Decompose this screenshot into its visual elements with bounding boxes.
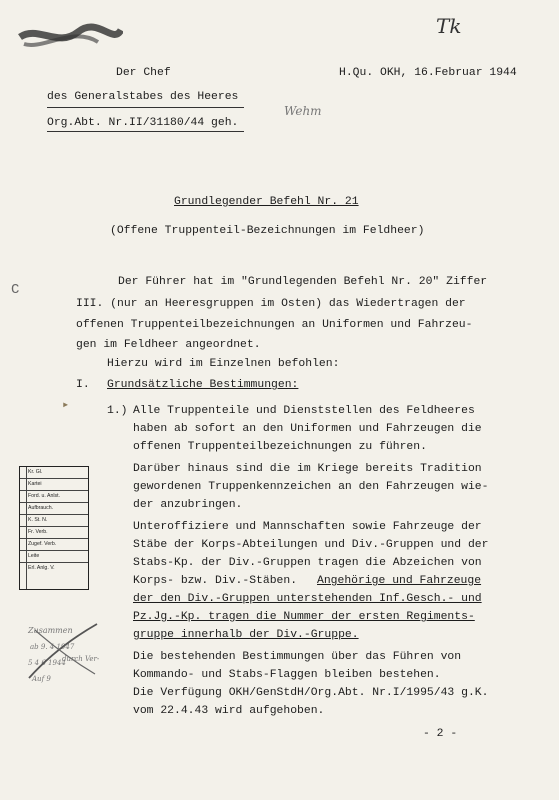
- margin-note: 5 4 6 1944: [28, 659, 66, 667]
- para3-underlined: der den Div.-Gruppen unterstehenden Inf.Gesch.- und: [133, 593, 482, 605]
- intro-line: gen im Feldheer angeordnet.: [76, 339, 261, 351]
- margin-note: durch Ver-: [62, 655, 100, 663]
- para2-line: Darüber hinaus sind die im Kriege bereits Tradition: [133, 463, 482, 475]
- para3-line: Stabs-Kp. der Div.-Gruppen tragen die Abzeichen von: [133, 557, 482, 569]
- intro-line: III. (nur an Heeresgruppen im Osten) das Wiedertragen der: [76, 298, 466, 310]
- margin-mark-c: C: [11, 282, 20, 298]
- stamp-row: K. St. N.: [20, 515, 88, 527]
- para1-line: haben ab sofort an den Uniformen und Fahrzeugen die: [133, 423, 482, 435]
- cross-out-scribble: [25, 620, 100, 680]
- section-title: Grundsätzliche Bestimmungen:: [107, 379, 299, 391]
- para3-underlined: Angehörige und Fahrzeuge: [317, 575, 482, 587]
- document-title: Grundlegender Befehl Nr. 21: [174, 196, 359, 208]
- document-subtitle: (Offene Truppenteil-Bezeichnungen im Feldheer): [110, 225, 425, 237]
- para4-line: Kommando- und Stabs-Flaggen bleiben bestehen.: [133, 669, 441, 681]
- stamp-row: Ford. u. Anlst.: [20, 491, 88, 503]
- stamp-row: Erl. Anlg. V.: [28, 565, 55, 571]
- para1-line: Alle Truppenteile und Dienststellen des Feldheeres: [133, 405, 475, 417]
- header-divider: [47, 107, 244, 108]
- para3-line: Korps- bzw. Div.-Stäben.: [133, 575, 298, 587]
- reference-underline: [47, 131, 244, 132]
- stamp-row: Fr. Verb.: [20, 527, 88, 539]
- para3-underlined: gruppe innerhalb der Div.-Gruppe.: [133, 629, 359, 641]
- margin-note: Zusammen: [28, 626, 73, 635]
- handwritten-initials: Tk: [436, 14, 462, 38]
- para2-line: der anzubringen.: [133, 499, 243, 511]
- intro-line: offenen Truppenteilbezeichnungen an Uniformen und Fahrzeu-: [76, 319, 473, 331]
- stamp-row: Zugef. Verb.: [20, 539, 88, 551]
- item-number: 1.): [107, 405, 128, 417]
- para3-line: Unteroffiziere und Mannschaften sowie Fahrzeuge der: [133, 521, 482, 533]
- place-date: H.Qu. OKH, 16.Februar 1944: [339, 67, 517, 79]
- order-line: Hierzu wird im Einzelnen befohlen:: [107, 358, 340, 370]
- para4-line: Die bestehenden Bestimmungen über das Führen von: [133, 651, 462, 663]
- stamp-row: Leite: [20, 551, 88, 563]
- redacted-mark: [18, 20, 123, 54]
- reference-number: Org.Abt. Nr.II/31180/44 geh.: [47, 117, 239, 129]
- para3-underlined: Pz.Jg.-Kp. tragen die Nummer der ersten Regiments-: [133, 611, 475, 623]
- stamp-row: Kr. Gl.: [20, 467, 88, 479]
- margin-mark-arrow: ▸: [62, 398, 70, 412]
- intro-line: Der Führer hat im "Grundlegenden Befehl Nr. 20" Ziffer: [118, 276, 488, 288]
- stamp-mark: Wehm: [284, 104, 322, 118]
- margin-note: ab 9. 4 1947: [30, 643, 75, 651]
- margin-note: Auf 9: [32, 675, 51, 683]
- stamp-row: Kartei: [20, 479, 88, 491]
- sender-line-2: des Generalstabes des Heeres: [47, 91, 239, 103]
- para3-line: Stäbe der Korps-Abteilungen und Div.-Gruppen und der: [133, 539, 489, 551]
- section-number: I.: [76, 379, 90, 391]
- para5-line: vom 22.4.43 wird aufgehoben.: [133, 705, 325, 717]
- para2-line: gewordenen Truppenkennzeichen an den Fahrzeugen wie-: [133, 481, 489, 493]
- distribution-stamp: [19, 466, 89, 590]
- page-number: - 2 -: [423, 728, 458, 740]
- stamp-row: Aufbrauch.: [20, 503, 88, 515]
- para5-line: Die Verfügung OKH/GenStdH/Org.Abt. Nr.I/1995/43 g.K.: [133, 687, 489, 699]
- para1-line: offenen Truppenteilbezeichnungen zu führen.: [133, 441, 427, 453]
- sender-line-1: Der Chef: [116, 67, 171, 79]
- stamp-column: [20, 467, 27, 589]
